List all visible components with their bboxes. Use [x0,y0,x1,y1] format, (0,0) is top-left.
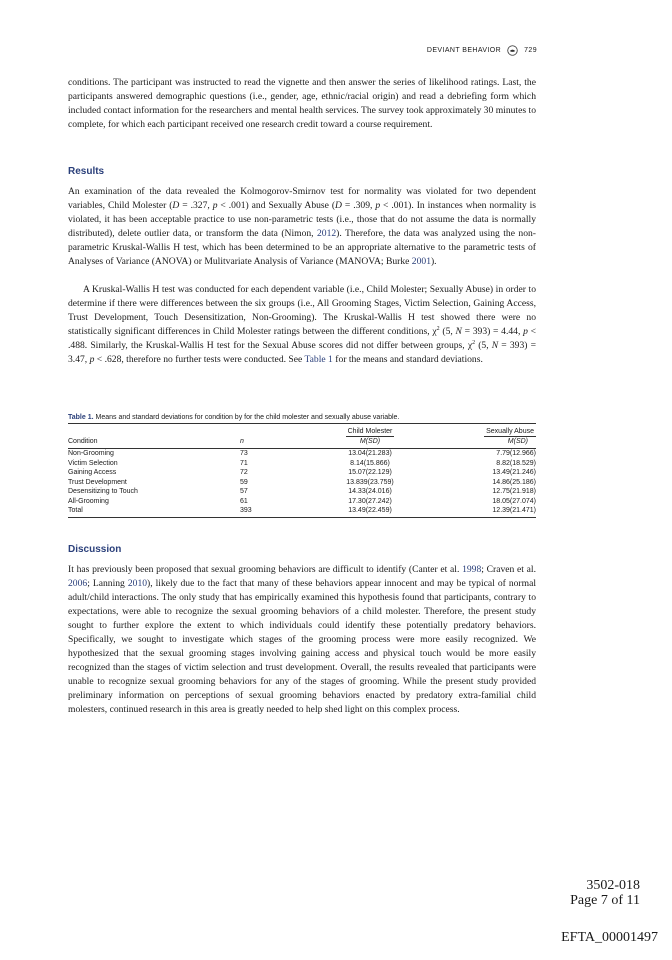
running-head [427,45,537,56]
discussion-heading: Discussion [68,544,122,555]
header-msd-sa: M(SD) [507,437,528,445]
table-row: Total 393 13.49(22.459) 12.39(21.471) [68,507,536,514]
publisher-logo-icon [507,45,518,56]
header-msd-cm: M(SD) [359,437,381,445]
journal-name: DEVIANT BEHAVIOR [426,47,502,54]
table-row: Gaining Access 72 15.07(22.129) 13.49(21.246) [68,469,536,476]
citation-link[interactable]: 2010 [127,578,148,589]
table-row: Desensitizing to Touch 57 14.33(24.016) 12.75(21.918) [68,488,536,495]
page-footer [570,878,640,908]
citation-link[interactable]: 2012 [316,228,337,239]
table-1 [68,414,536,518]
results-paragraph-1: An examination of the data revealed the Kolmogorov-Smirnov test for normality was violated for two dependent variables, Child Molester (D = .327, p < .001) and Sexually Abuse (D = .309, p < .001). In instances when normality is violated, it has been acceptable practice to use non-parametric tests (i.e., those that do not assume the data is normally distributed), delete outlier data, or transform the data (Nimon, 2012). Therefore, the data was analyzed using the non-parametric Kruskal-Wallis H test, which has been determined to be an appropriate alternative to the parametric tests of Analyses of Variance (ANOVA) or Mulitvariate Analysis of Variance (MANOVA; Burke 2001). [68,186,537,267]
intro-paragraph: conditions. The participant was instructed to read the vignette and then answer the series of likelihood ratings. Last, the participants answered demographic questions (i.e., gender, age, ethnic/racial origin) and read a debriefing form which included contact information for the researchers and mental health services. The survey took approximately 30 minutes to complete, for which each participant received one research credit toward a course requirement. [68,77,536,130]
document-number: 3502-018 [586,878,640,893]
header-n: n [240,437,244,445]
page-of-count: Page 7 of 11 [570,893,640,908]
discussion-paragraph: It has previously been proposed that sexual grooming behaviors are difficult to identify (Canter et al. 1998; Craven et al. 2006; Lanning 2010), likely due to the fact that many of these behaviors appear innocent and may be typical of normal adult/child interactions. The only study that has empirically examined this hypothesis found that participants, contrary to expectations, were able to recognize the sexual grooming behaviors of a child molester. Therefore, the present study sought to further explore the extent to which individuals could identify these potentially predatory behaviors. Specifically, we sought to investigate which stages of the grooming process were more easily recognized. We hypothesized that the sexual grooming stages involving gaining access and physical touch would be more easily recognized than the stages of victim selection and trust development. Overall, the results revealed that participants were unable to recognize sexual grooming behaviors for any of the stages of grooming. While the present study provided preliminary information on perceptions of sexual grooming behaviors enacted by predatory extra-familial child molesters, continued research in this area is greatly needed to help shed light on this complex process. [68,564,536,715]
citation-link[interactable]: 2001 [411,256,431,267]
table-row: Non-Grooming 73 13.04(21.283) 7.79(12.966) [68,450,536,457]
citation-link[interactable]: 2006 [68,578,88,589]
page-number: 729 [524,47,537,54]
table-link[interactable]: Table 1 [304,354,333,365]
results-paragraph-2: A Kruskal-Wallis H test was conducted for each dependent variable (i.e., Child Molester; Sexually Abuse) in order to determine if there were differences between the six groups (i.e., All Grooming Stages, Victim Selection, Gaining Access, Trust Development, Touch Desensitization, Non-Grooming). The Kruskal-Wallis H test showed there were no statistically significant differences in Child Molester ratings between the different conditions, $\chi^2$ (5, N = 393) = 4.44, p < .488. Similarly, the Kruskal-Wallis H test for the Sexual Abuse scores did not differ between groups, $\chi^2$ (5, N = 393) = 3.47, p < .628, therefore no further tests were conducted. See Table 1 for the means and standard deviations. [68,284,537,365]
results-heading: Results [68,166,105,177]
header-sexually-abuse: Sexually Abuse [486,428,534,435]
citation-link[interactable]: 1998 [462,564,482,575]
table-row: Victim Selection 71 8.14(15.866) 8.82(18.529) [68,459,536,467]
table-row: All-Grooming 61 17.30(27.242) 18.05(27.074) [68,497,536,505]
table-row: Trust Development 59 13.839(23.759) 14.86(25.186) [68,478,536,486]
header-condition: Condition [68,437,98,445]
table-caption: Table 1. Means and standard deviations for condition by for the child molester and sexually abuse variable. [68,414,400,421]
header-child-molester: Child Molester [347,428,393,435]
efta-id: EFTA_00001497 [561,930,658,945]
